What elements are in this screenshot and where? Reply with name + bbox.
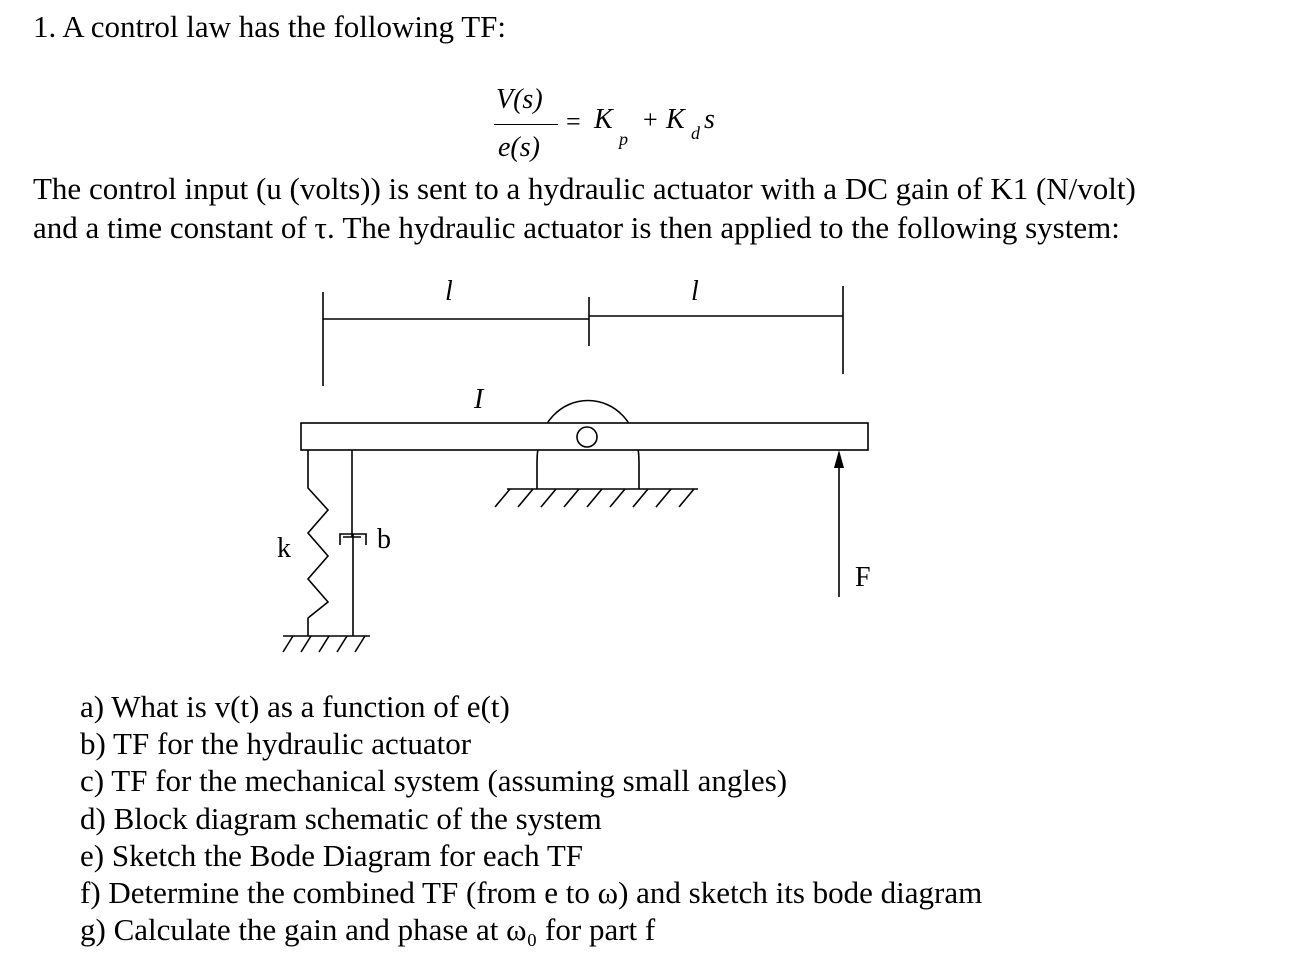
inertia-label: I <box>474 384 484 415</box>
equation-s: s <box>704 104 715 135</box>
pivot-pin <box>577 427 597 447</box>
pivot-ground <box>495 489 698 507</box>
description-line-1: The control input (u (volts)) is sent to a hydraulic actuator with a DC gain of K1 (N/volt) <box>33 171 1136 206</box>
equation-plus: + <box>643 105 658 134</box>
question-item: b) TF for the hydraulic actuator <box>80 726 472 762</box>
damper <box>340 450 366 636</box>
equation-kd-subscript: d <box>691 123 700 143</box>
question-item: a) What is v(t) as a function of e(t) <box>80 689 510 724</box>
equation-denominator: e(s) <box>498 132 540 163</box>
spring-damper-ground <box>283 636 370 652</box>
description-line-2: and a time constant of τ. The hydraulic actuator is then applied to the following system: <box>33 210 1120 245</box>
question-item: f) Determine the combined TF (from e to ω) and sketch its bode diagram <box>80 875 983 911</box>
question-list <box>80 688 982 948</box>
question-title: 1. A control law has the following TF: <box>33 9 507 44</box>
force-arrowhead <box>834 450 844 468</box>
length-label-left: l <box>445 276 453 307</box>
equation-kp-subscript: p <box>619 129 628 149</box>
equation-numerator: V(s) <box>496 84 543 115</box>
spring <box>308 450 328 636</box>
question-item: c) TF for the mechanical system (assuming small angles) <box>80 763 788 799</box>
length-label-right: l <box>691 276 699 307</box>
question-item: e) Sketch the Bode Diagram for each TF <box>80 837 584 873</box>
equation-equals: = <box>566 107 581 136</box>
equation-kd: K <box>666 104 685 135</box>
question-item: d) Block diagram schematic of the system <box>80 800 602 836</box>
damper-label: b <box>377 524 391 555</box>
equation-kp: K <box>594 104 613 135</box>
spring-label: k <box>277 533 291 564</box>
force-label: F <box>855 562 871 593</box>
question-item: g) Calculate the gain and phase at ω₀ for part f <box>80 912 656 948</box>
dimension-lines <box>323 286 843 386</box>
